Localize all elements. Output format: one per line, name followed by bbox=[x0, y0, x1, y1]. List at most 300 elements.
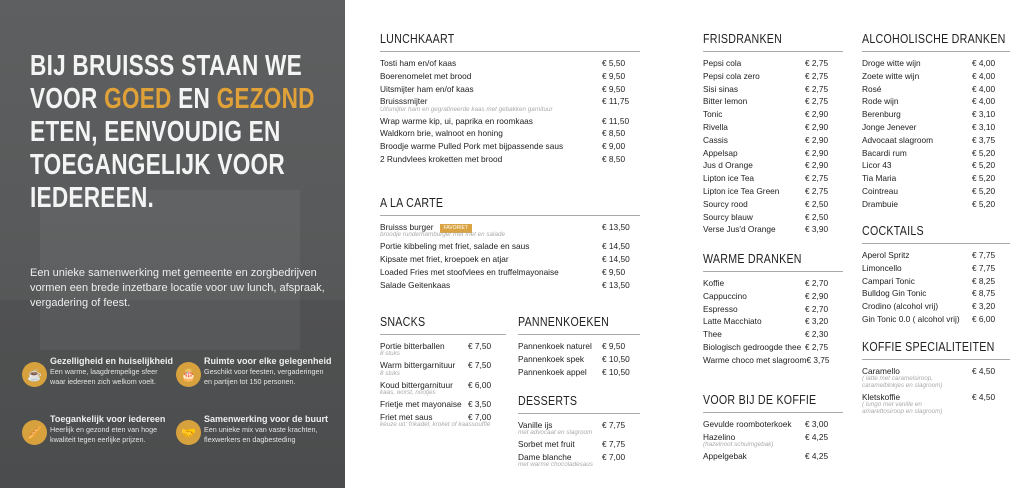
item-price: € 7,75 bbox=[972, 262, 996, 273]
item-name-wrap bbox=[703, 147, 738, 160]
item-name: Appelsap bbox=[703, 147, 738, 158]
section-title: SNACKS bbox=[380, 314, 426, 329]
divider bbox=[380, 51, 640, 52]
item-name: Droge witte wijn bbox=[862, 58, 921, 68]
item-name-wrap bbox=[703, 223, 776, 236]
item-name: Appelgebak bbox=[703, 451, 747, 462]
item-price: € 3,90 bbox=[805, 224, 829, 235]
item-name: Hazelino bbox=[703, 431, 736, 442]
divider bbox=[703, 51, 843, 52]
menu-item bbox=[862, 172, 1010, 185]
menu-item bbox=[862, 249, 1010, 262]
section-title: FRISDRANKEN bbox=[703, 31, 783, 46]
item-price: € 2,90 bbox=[805, 160, 829, 171]
item-name-wrap bbox=[703, 418, 792, 431]
menu-item bbox=[703, 108, 843, 121]
item-name-wrap bbox=[380, 115, 533, 128]
section-frisdranken bbox=[703, 31, 843, 236]
item-name: Bruisssmijter bbox=[380, 96, 428, 107]
section-desserts bbox=[518, 393, 640, 470]
item-name-wrap bbox=[703, 277, 724, 290]
item-name-wrap bbox=[862, 147, 907, 160]
feature-desc-line: Heerlijk en gezond eten van hoge bbox=[50, 425, 158, 434]
item-name-wrap bbox=[380, 127, 503, 140]
item-name: Licor 43 bbox=[862, 160, 892, 171]
menu-item bbox=[380, 70, 640, 83]
item-price: € 2,70 bbox=[805, 278, 829, 288]
menu-item bbox=[380, 253, 640, 266]
divider bbox=[703, 412, 843, 413]
divider bbox=[380, 334, 506, 335]
item-name-wrap bbox=[703, 172, 754, 185]
feature-desc bbox=[204, 425, 317, 444]
menu-item bbox=[703, 303, 843, 316]
item-name-wrap bbox=[703, 315, 762, 328]
item-price: € 5,50 bbox=[602, 58, 626, 68]
item-name-wrap bbox=[703, 134, 728, 147]
menu-item bbox=[703, 147, 843, 160]
section-koffie-specialiteiten bbox=[862, 339, 1010, 417]
item-name-wrap bbox=[380, 70, 471, 83]
menu-item bbox=[518, 366, 640, 379]
feature-desc bbox=[50, 425, 157, 444]
menu-item bbox=[703, 450, 843, 463]
item-price: € 4,00 bbox=[972, 83, 996, 94]
item-name: Lipton ice Tea bbox=[703, 173, 755, 184]
item-note: kaas, worst, nootjes bbox=[380, 388, 436, 396]
item-name: Warme choco met slagroom bbox=[703, 354, 807, 365]
item-name: Campari Tonic bbox=[862, 275, 915, 286]
section-warme-dranken bbox=[703, 251, 843, 367]
menu-item bbox=[862, 147, 1010, 160]
coffee-pot-icon: ☕ bbox=[22, 362, 47, 387]
item-note: 8 stuks bbox=[380, 350, 400, 358]
section-pannenkoeken bbox=[518, 314, 640, 378]
divider bbox=[862, 51, 1010, 52]
headline-text: EN bbox=[171, 83, 217, 115]
item-name-wrap bbox=[862, 95, 898, 108]
headline-line: BIJ BRUISSS STAAN WE bbox=[30, 50, 302, 82]
item-name: Pannenkoek naturel bbox=[518, 341, 592, 351]
item-name: Dame blanche bbox=[518, 452, 572, 463]
item-name: Pannenkoek spek bbox=[518, 353, 584, 364]
item-name: Bulldog Gin Tonic bbox=[862, 288, 927, 299]
item-name-wrap bbox=[703, 303, 738, 316]
item-name: Berenburg bbox=[862, 109, 901, 120]
item-name-wrap bbox=[703, 328, 722, 341]
feature-desc-line: flexwerkers en dagbesteding bbox=[204, 434, 296, 444]
menu-item bbox=[703, 57, 843, 70]
item-note: Uitsmijter ham en gegratineerde kaas met gebakken garnituur bbox=[380, 105, 553, 113]
menu-item bbox=[703, 341, 843, 354]
divider bbox=[862, 359, 1010, 360]
item-price: € 7,75 bbox=[602, 420, 626, 430]
item-price: € 6,00 bbox=[468, 379, 492, 390]
item-name: Sourcy blauw bbox=[703, 211, 753, 222]
section-title: PANNENKOEKEN bbox=[518, 314, 610, 329]
item-name: Zoete witte wijn bbox=[862, 70, 920, 81]
menu-item bbox=[703, 159, 843, 172]
item-price: € 2,75 bbox=[805, 70, 829, 81]
menu-item bbox=[862, 121, 1010, 134]
section-voor-bij-de-koffie bbox=[703, 392, 843, 463]
item-name: Boerenomelet met brood bbox=[380, 70, 472, 81]
item-name: Portie bitterballen bbox=[380, 341, 445, 351]
item-name-wrap bbox=[380, 83, 474, 96]
item-price: € 2,75 bbox=[805, 185, 829, 196]
item-name-wrap bbox=[862, 134, 933, 147]
item-name: Sisi sinas bbox=[703, 83, 739, 94]
section-title: A LA CARTE bbox=[380, 195, 444, 210]
item-name-wrap bbox=[380, 398, 462, 411]
item-name-wrap bbox=[862, 313, 960, 326]
item-name: 2 Rundvlees kroketten met brood bbox=[380, 154, 503, 165]
item-price: € 5,20 bbox=[972, 185, 996, 196]
item-name: Aperol Spritz bbox=[862, 250, 910, 260]
item-name: Bruisss burger bbox=[380, 222, 434, 232]
item-name: Frietje met mayonaise bbox=[380, 398, 462, 409]
item-name-wrap bbox=[703, 159, 753, 172]
menu-item bbox=[703, 290, 843, 303]
item-name-wrap bbox=[380, 153, 502, 166]
menu-item bbox=[862, 134, 1010, 147]
favorite-badge: FAVORIET bbox=[440, 224, 472, 233]
item-price: € 7,75 bbox=[972, 250, 996, 260]
item-name: Caramello bbox=[862, 366, 900, 376]
item-price: € 2,90 bbox=[805, 290, 829, 301]
item-name: Pepsi cola zero bbox=[703, 70, 760, 81]
section-title: LUNCHKAART bbox=[380, 31, 455, 46]
item-price: € 2,75 bbox=[805, 83, 829, 94]
item-price: € 4,25 bbox=[805, 431, 829, 442]
item-name-wrap bbox=[862, 300, 938, 313]
item-note: met advocaat en slagroom bbox=[518, 429, 593, 437]
item-price: € 8,50 bbox=[602, 128, 626, 139]
item-name-wrap bbox=[703, 70, 760, 83]
handshake-icon: 🤝 bbox=[176, 420, 201, 445]
item-price: € 10,50 bbox=[602, 353, 630, 364]
item-name: Portie kibbeling met friet, salade en saus bbox=[380, 241, 530, 252]
menu-item bbox=[703, 354, 843, 367]
item-price: € 3,00 bbox=[805, 419, 829, 429]
item-note: caramelblokjes en slagroom) bbox=[862, 381, 943, 389]
item-name: Wrap warme kip, ui, paprika en roomkaas bbox=[380, 115, 533, 126]
section-alcoholische-dranken bbox=[862, 31, 1010, 211]
item-price: € 2,75 bbox=[805, 96, 829, 107]
item-price: € 11,75 bbox=[602, 96, 630, 107]
item-name: Pannenkoek appel bbox=[518, 366, 587, 377]
section-title: ALCOHOLISCHE DRANKEN bbox=[862, 31, 1006, 46]
item-name-wrap bbox=[380, 266, 559, 279]
item-name: Gevulde roomboterkoek bbox=[703, 419, 792, 429]
item-price: € 4,00 bbox=[972, 58, 996, 68]
item-price: € 3,20 bbox=[805, 316, 829, 327]
item-name-wrap bbox=[380, 253, 509, 266]
menu-item bbox=[862, 83, 1010, 96]
item-name-wrap bbox=[380, 240, 529, 253]
item-note: met warme chocoladesaus bbox=[518, 461, 593, 469]
menu-item bbox=[380, 57, 640, 70]
item-name: Cointreau bbox=[862, 185, 898, 196]
item-note: keuze uit: frikadel, kroket of kaassoufflé bbox=[380, 420, 491, 428]
item-name: Rosé bbox=[862, 83, 882, 94]
item-price: € 2,90 bbox=[805, 121, 829, 132]
headline-line: ETEN, EENVOUDIG EN bbox=[30, 116, 281, 148]
item-price: € 2,90 bbox=[805, 109, 829, 120]
item-name: Rode wijn bbox=[862, 96, 899, 107]
menu-item bbox=[703, 121, 843, 134]
menu-item bbox=[380, 240, 640, 253]
menu-item bbox=[380, 153, 640, 166]
item-price: € 11,50 bbox=[602, 115, 630, 126]
item-name: Limoncello bbox=[862, 262, 902, 273]
feature-desc-line: Een warme, laagdrempelige sfeer bbox=[50, 367, 158, 376]
headline-accent: GOED bbox=[104, 83, 172, 115]
item-name: Espresso bbox=[703, 303, 738, 314]
section-title: COCKTAILS bbox=[862, 223, 924, 238]
item-name-wrap bbox=[518, 340, 592, 353]
item-price: € 14,50 bbox=[602, 254, 630, 265]
item-price: € 2,90 bbox=[805, 134, 829, 145]
item-name: Koffie bbox=[703, 278, 725, 288]
item-price: € 9,50 bbox=[602, 83, 626, 94]
item-name: Koud bittergarnituur bbox=[380, 379, 453, 390]
item-name: Tonic bbox=[703, 109, 723, 120]
item-name-wrap bbox=[703, 57, 741, 70]
intro-text: Een unieke samenwerking met gemeente en zorgbedrijven vormen een brede inzetbare locatie voor uw lunch, afspraak, vergadering of feest. bbox=[30, 267, 325, 309]
item-price: € 2,70 bbox=[805, 303, 829, 314]
item-name-wrap bbox=[862, 108, 901, 121]
menu-item bbox=[518, 438, 640, 451]
feature-desc-line: kwaliteit tegen eerlijke prijzen. bbox=[50, 434, 146, 444]
menu-item bbox=[703, 315, 843, 328]
item-name-wrap bbox=[518, 366, 587, 379]
item-name: Uitsmijter ham en/of kaas bbox=[380, 83, 474, 94]
menu-item bbox=[703, 211, 843, 224]
section-snacks bbox=[380, 314, 506, 430]
feature-title: Gezelligheid en huiselijkheid bbox=[50, 356, 174, 366]
item-price: € 7,00 bbox=[602, 452, 626, 463]
item-name-wrap bbox=[862, 275, 915, 288]
menu-item bbox=[703, 134, 843, 147]
item-price: € 9,50 bbox=[602, 266, 626, 277]
menu-item bbox=[862, 262, 1010, 275]
item-price: € 8,50 bbox=[602, 154, 626, 165]
headline-line: IEDEREEN. bbox=[30, 182, 155, 214]
menu-item bbox=[380, 140, 640, 153]
menu-item bbox=[380, 279, 640, 292]
menu-item bbox=[862, 57, 1010, 70]
item-name: Warm bittergarnituur bbox=[380, 360, 456, 371]
headline-text: VOOR bbox=[30, 83, 105, 115]
item-price: € 9,00 bbox=[602, 141, 626, 152]
menu-item bbox=[703, 172, 843, 185]
item-price: € 2,75 bbox=[805, 173, 829, 184]
menu-item bbox=[703, 70, 843, 83]
section-title: VOOR BIJ DE KOFFIE bbox=[703, 392, 817, 407]
item-price: € 5,20 bbox=[972, 147, 996, 158]
item-name: Jonge Jenever bbox=[862, 121, 917, 132]
cake-icon: 🎂 bbox=[176, 362, 201, 387]
item-price: € 8,75 bbox=[972, 288, 996, 299]
item-name-wrap bbox=[703, 354, 806, 367]
menu-item bbox=[380, 115, 640, 128]
menu-item bbox=[862, 313, 1010, 326]
item-price: € 8,25 bbox=[972, 275, 996, 286]
item-name: Cappuccino bbox=[703, 290, 747, 301]
menu-item bbox=[862, 108, 1010, 121]
item-name-wrap bbox=[380, 140, 563, 153]
item-name-wrap bbox=[703, 95, 747, 108]
menu-item bbox=[703, 185, 843, 198]
item-name: Loaded Fries met stoofvlees en truffelmayonaise bbox=[380, 266, 559, 277]
menu-item bbox=[380, 266, 640, 279]
item-name: Tia Maria bbox=[862, 173, 897, 184]
headline-accent: GEZOND bbox=[216, 83, 315, 115]
feature-title: Toegankelijk voor iedereen bbox=[50, 414, 166, 424]
item-name: Bacardi rum bbox=[862, 147, 907, 158]
item-name-wrap bbox=[380, 57, 456, 70]
item-price: € 3,50 bbox=[468, 398, 492, 409]
item-price: € 2,50 bbox=[805, 211, 829, 222]
item-name: Waldkorn brie, walnoot en honing bbox=[380, 128, 503, 139]
item-price: € 7,50 bbox=[468, 360, 492, 371]
item-name: Cassis bbox=[703, 134, 728, 145]
item-price: € 9,50 bbox=[602, 341, 626, 351]
item-name-wrap bbox=[518, 353, 584, 366]
section-title: KOFFIE SPECIALITEITEN bbox=[862, 339, 995, 354]
item-note: 8 stuks bbox=[380, 369, 400, 377]
item-name-wrap bbox=[703, 290, 747, 303]
item-price: € 2,75 bbox=[805, 341, 829, 352]
item-note: ( latte met caramelsiroop, bbox=[862, 375, 934, 383]
divider bbox=[380, 215, 640, 216]
item-name: Sorbet met fruit bbox=[518, 439, 575, 450]
menu-item bbox=[862, 159, 1010, 172]
menu-item bbox=[703, 277, 843, 290]
section-lunchkaart bbox=[380, 31, 640, 166]
item-name-wrap bbox=[862, 172, 896, 185]
menu-item bbox=[380, 398, 506, 411]
item-price: € 7,50 bbox=[468, 341, 492, 351]
menu-item bbox=[862, 185, 1010, 198]
section-title: DESSERTS bbox=[518, 393, 578, 408]
item-name-wrap bbox=[862, 262, 902, 275]
item-name-wrap bbox=[862, 121, 916, 134]
divider bbox=[518, 334, 640, 335]
menu-item bbox=[862, 275, 1010, 288]
item-name: Lipton ice Tea Green bbox=[703, 185, 780, 196]
menu-item bbox=[703, 83, 843, 96]
headline bbox=[30, 50, 315, 215]
feature-desc-line: en partijen tot 150 personen. bbox=[204, 376, 296, 386]
item-price: € 2,90 bbox=[805, 147, 829, 158]
intro-panel bbox=[0, 0, 345, 488]
item-price: € 3,10 bbox=[972, 109, 996, 120]
item-name-wrap bbox=[703, 121, 728, 134]
item-name-wrap bbox=[862, 287, 926, 300]
item-price: € 5,20 bbox=[972, 160, 996, 171]
item-name-wrap bbox=[703, 341, 801, 354]
item-price: € 13,50 bbox=[602, 279, 630, 290]
divider bbox=[518, 413, 640, 414]
item-price: € 4,50 bbox=[972, 391, 996, 402]
item-price: € 2,75 bbox=[805, 58, 829, 68]
feature-desc-line: waar iedereen zich welkom voelt. bbox=[50, 376, 156, 386]
item-note: ( lungo met vanille en bbox=[862, 401, 922, 409]
item-name-wrap bbox=[862, 185, 898, 198]
item-name: Tosti ham en/of kaas bbox=[380, 58, 457, 68]
item-price: € 4,00 bbox=[972, 70, 996, 81]
menu-item bbox=[862, 198, 1010, 211]
item-name: Thee bbox=[703, 329, 722, 340]
item-name: Kletskoffie bbox=[862, 391, 901, 402]
feature-title: Samenwerking voor de buurt bbox=[204, 414, 329, 424]
section-title: WARME DRANKEN bbox=[703, 251, 802, 266]
item-price: € 3,10 bbox=[972, 121, 996, 132]
item-name-wrap bbox=[380, 279, 450, 292]
item-price: € 2,50 bbox=[805, 198, 829, 209]
item-price: € 6,00 bbox=[972, 313, 996, 324]
item-name-wrap bbox=[862, 57, 921, 70]
menu-item bbox=[703, 95, 843, 108]
feature-desc bbox=[204, 367, 323, 386]
feature-desc bbox=[50, 367, 157, 386]
item-price: € 9,50 bbox=[602, 70, 626, 81]
item-name: Friet met saus bbox=[380, 411, 433, 422]
item-name-wrap bbox=[862, 159, 892, 172]
item-name: Gin Tonic 0.0 ( alcohol vrij) bbox=[862, 313, 960, 324]
bread-icon: 🥖 bbox=[22, 420, 47, 445]
background-photo-shade bbox=[0, 300, 345, 488]
menu-item bbox=[703, 418, 843, 431]
item-name-wrap bbox=[862, 198, 898, 211]
item-price: € 4,25 bbox=[805, 451, 829, 462]
item-name-wrap bbox=[703, 185, 779, 198]
item-name-wrap bbox=[703, 108, 722, 121]
item-price: € 4,50 bbox=[972, 366, 996, 376]
item-name: Vanille ijs bbox=[518, 420, 553, 430]
headline-line: TOEGANGELIJK VOOR bbox=[30, 149, 285, 181]
item-name: Drambuie bbox=[862, 198, 898, 209]
item-name-wrap bbox=[862, 70, 919, 83]
item-price: € 7,00 bbox=[468, 411, 492, 422]
item-price: € 10,50 bbox=[602, 366, 630, 377]
menu-item bbox=[703, 223, 843, 236]
menu-item bbox=[862, 287, 1010, 300]
menu-item bbox=[862, 300, 1010, 313]
divider bbox=[862, 243, 1010, 244]
item-price: € 5,20 bbox=[972, 198, 996, 209]
menu-item bbox=[703, 328, 843, 341]
section-cocktails bbox=[862, 223, 1010, 326]
item-price: € 4,00 bbox=[972, 96, 996, 107]
item-name: Broodje warme Pulled Pork met bijpassende saus bbox=[380, 141, 564, 152]
menu-item bbox=[703, 198, 843, 211]
item-note: broodje runderhamburger met friet en salade bbox=[380, 231, 505, 239]
divider bbox=[703, 271, 843, 272]
item-name-wrap bbox=[703, 211, 753, 224]
item-name: Sourcy rood bbox=[703, 198, 748, 209]
item-name-wrap bbox=[703, 198, 748, 211]
item-name: Verse Jus'd Orange bbox=[703, 224, 776, 235]
feature-title: Ruimte voor elke gelegenheid bbox=[204, 356, 332, 366]
item-price: € 13,50 bbox=[602, 222, 630, 232]
item-name: Salade Geitenkaas bbox=[380, 279, 451, 290]
item-price: € 3,20 bbox=[972, 301, 996, 312]
item-name: Rivella bbox=[703, 121, 728, 132]
item-name: Advocaat slagroom bbox=[862, 134, 934, 145]
